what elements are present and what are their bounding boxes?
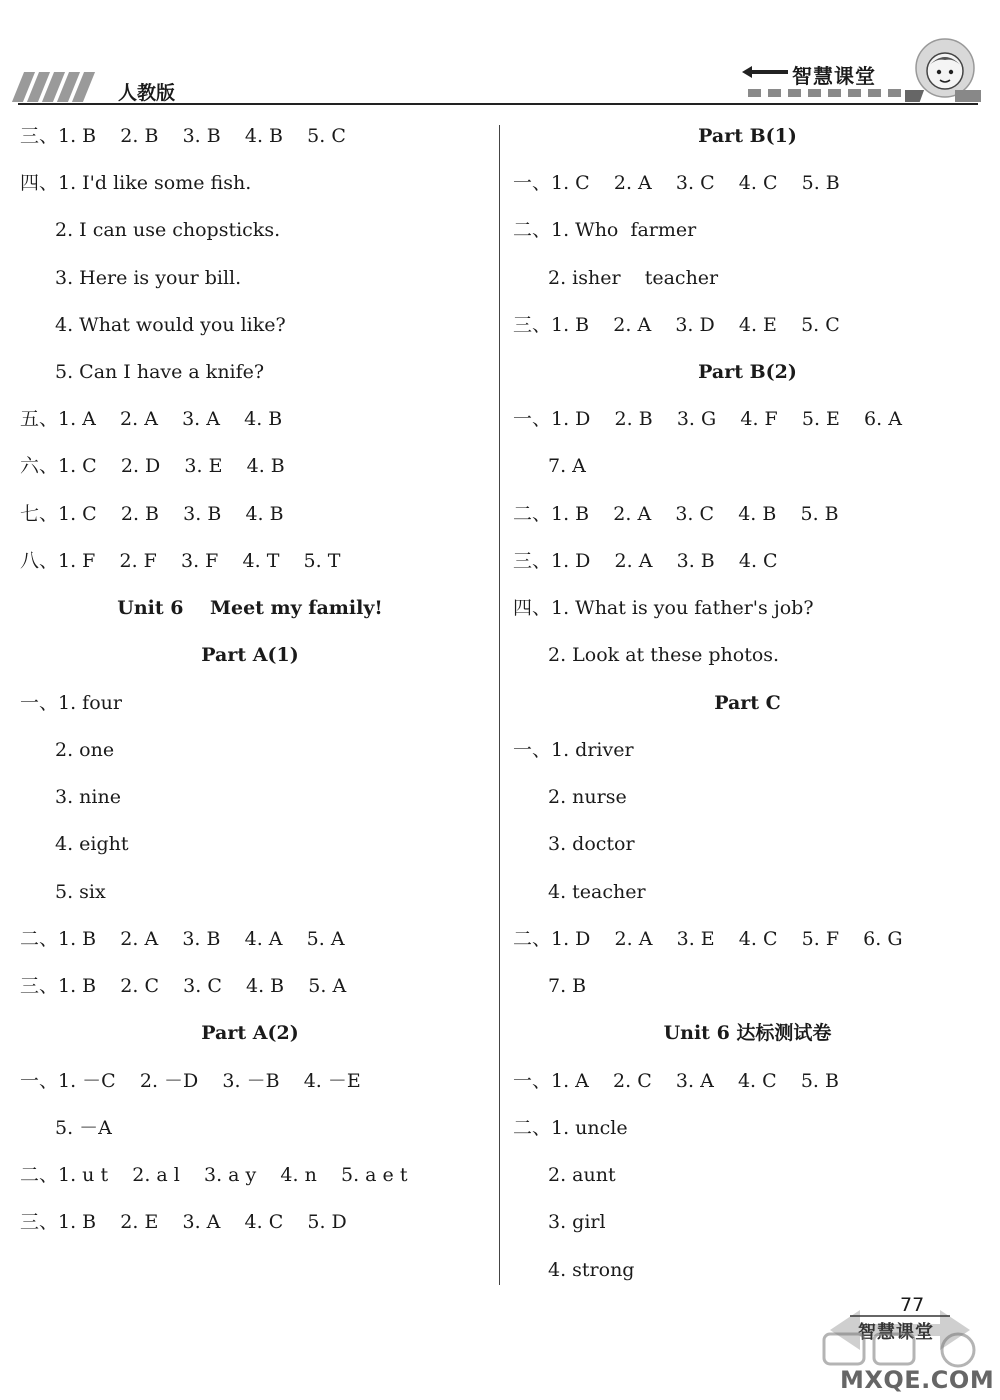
unit-heading: Unit 6 Meet my family! — [117, 597, 383, 619]
answer-line: 2. one — [55, 739, 115, 761]
answer-line: 三、1. B 2. C 3. C 4. B 5. A — [20, 975, 347, 997]
answer-line: 3. nine — [55, 786, 121, 808]
answer-line: 2. Look at these photos. — [548, 644, 780, 666]
answer-line: 2. isher teacher — [548, 267, 719, 289]
answer-line: 三、1. B 2. E 3. A 4. C 5. D — [20, 1211, 347, 1233]
answer-line: 二、1. Who farmer — [513, 219, 697, 241]
answer-line: 一、1. D 2. B 3. G 4. F 5. E 6. A — [513, 408, 902, 430]
answer-line: 3. Here is your bill. — [55, 267, 242, 289]
watermark-text: MXQE.COM — [840, 1366, 995, 1394]
answer-line: 4. What would you like? — [55, 314, 286, 336]
unit-test-heading: Unit 6 达标测试卷 — [663, 1022, 832, 1044]
section-heading: Part B(1) — [698, 125, 797, 147]
answer-line: 7. A — [548, 455, 586, 477]
answer-line: 5. six — [55, 881, 106, 903]
answer-line: 四、1. I'd like some fish. — [20, 172, 252, 194]
answer-line: 三、1. B 2. B 3. B 4. B 5. C — [20, 125, 346, 147]
section-heading: Part C — [714, 692, 781, 714]
column-divider — [499, 125, 500, 1285]
section-heading: Part B(2) — [698, 361, 797, 383]
answer-line: 5. －A — [55, 1117, 112, 1139]
section-heading: Part A(2) — [201, 1022, 299, 1044]
answer-line: 7. B — [548, 975, 587, 997]
mascot-girl-icon — [905, 38, 983, 104]
header-dots-decoration — [748, 89, 901, 97]
answer-line: 三、1. D 2. A 3. B 4. C — [513, 550, 778, 572]
answer-line: 2. I can use chopsticks. — [55, 219, 281, 241]
answer-line: 四、1. What is you father's job? — [513, 597, 814, 619]
answer-line: 一、1. driver — [513, 739, 634, 761]
footer-brand: 智慧课堂 — [858, 1322, 934, 1343]
header-stripes-decoration — [18, 72, 89, 102]
answer-line: 4. teacher — [548, 881, 646, 903]
answer-line: 4. eight — [55, 833, 129, 855]
answer-line: 3. girl — [548, 1211, 606, 1233]
answer-line: 二、1. uncle — [513, 1117, 628, 1139]
answer-line: 2. aunt — [548, 1164, 616, 1186]
answer-line: 一、1. four — [20, 692, 122, 714]
answer-line: 七、1. C 2. B 3. B 4. B — [20, 503, 284, 525]
page-header — [0, 0, 1000, 110]
answer-line: 八、1. F 2. F 3. F 4. T 5. T — [20, 550, 341, 572]
answer-line: 二、1. D 2. A 3. E 4. C 5. F 6. G — [513, 928, 903, 950]
answer-line: 二、1. B 2. A 3. B 4. A 5. A — [20, 928, 345, 950]
answer-line: 5. Can I have a knife? — [55, 361, 265, 383]
answer-line: 4. strong — [548, 1259, 635, 1281]
edition-label: 人教版 — [118, 82, 176, 104]
answer-line: 一、1. C 2. A 3. C 4. C 5. B — [513, 172, 840, 194]
page-number: 77 — [900, 1294, 925, 1316]
section-heading: Part A(1) — [201, 644, 299, 666]
header-rule — [18, 103, 978, 105]
answer-line: 二、1. B 2. A 3. C 4. B 5. B — [513, 503, 839, 525]
header-brand: 智慧课堂 — [792, 64, 876, 88]
answer-line: 一、1. A 2. C 3. A 4. C 5. B — [513, 1070, 839, 1092]
answer-line: 2. nurse — [548, 786, 627, 808]
answer-line: 一、1. －C 2. －D 3. －B 4. －E — [20, 1070, 361, 1092]
arrow-left-icon — [742, 64, 788, 80]
answer-line: 二、1. u t 2. a l 3. a y 4. n 5. a e t — [20, 1164, 408, 1186]
answer-line: 3. doctor — [548, 833, 635, 855]
answer-line: 五、1. A 2. A 3. A 4. B — [20, 408, 283, 430]
answer-line: 三、1. B 2. A 3. D 4. E 5. C — [513, 314, 840, 336]
answer-line: 六、1. C 2. D 3. E 4. B — [20, 455, 285, 477]
